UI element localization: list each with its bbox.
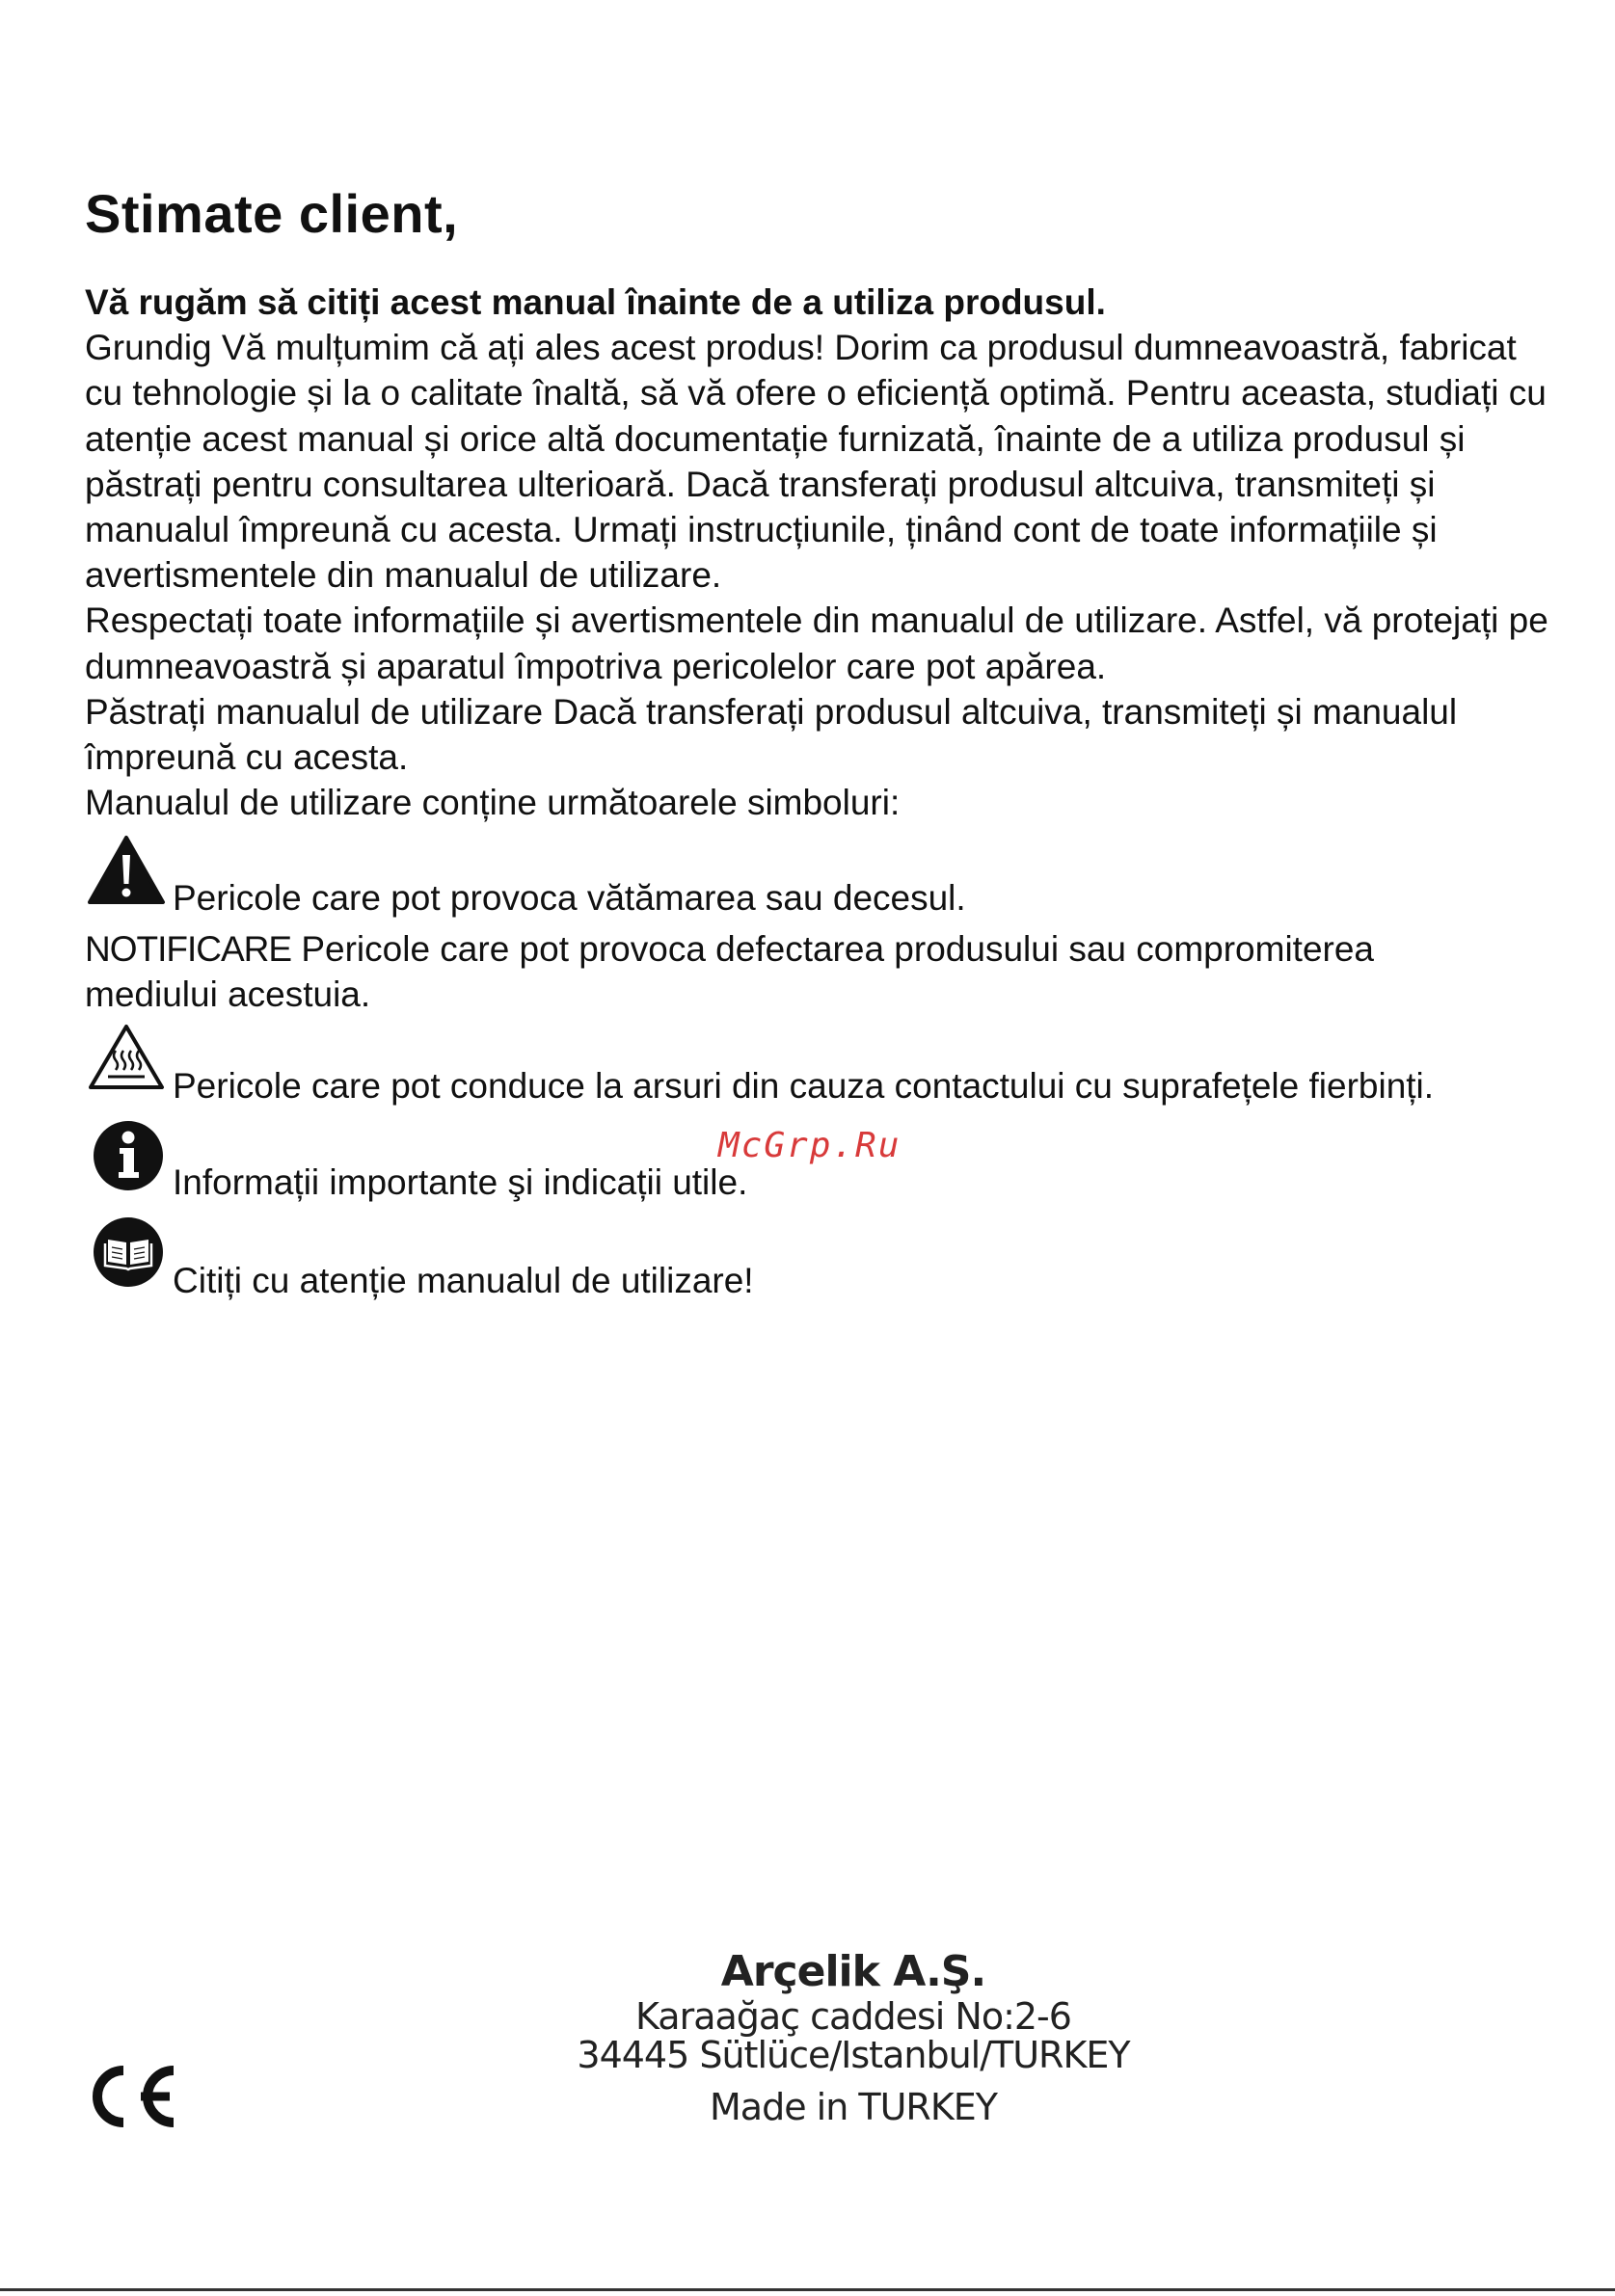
warning-symbol-row [85,834,1550,918]
hot-surface-symbol-row [85,1022,1550,1106]
bottom-rule [0,2288,1615,2291]
respect-paragraph: Respectați toate informațiile și avertismentele din manualul de utilizare. Astfel, vă protejați pe dumneavoastră și aparatul împotriva pericolelor care pot apărea. [85,601,1548,686]
info-icon [93,1120,164,1191]
intro-paragraph: Grundig Vă mulțumim că ați ales acest produs! Dorim ca produsul dumneavoastră, fabricat cu tehnologie și la o calitate înaltă, să vă ofere o eficiență optimă. Pentru aceasta, studiați cu atenție acest manual și orice altă documentație furnizată, înainte de a utiliza produsul și păstrați pentru consultarea ulterioară. Dacă transferați produsul altcuiva, transmiteți și manualul împreună cu acesta. Urmați instrucțiunile, ținând cont de toate informațiile și avertismentele din manualul de utilizare. [85,328,1547,596]
info-symbol-text: Informații importante şi indicații utile. [173,1162,748,1202]
made-in-label: Made in TURKEY [710,2086,997,2128]
company-name: Arçelik A.Ş. [720,1947,986,1996]
hot-surface-icon [87,1022,166,1093]
intro-section [85,280,1550,825]
warning-symbol-text: Pericole care pot provoca vătămarea sau decesul. [173,878,966,918]
manufacturer-address [564,1947,1143,2126]
hot-surface-symbol-text: Pericole care pot conduce la arsuri din cauza contactului cu suprafețele fierbinți. [173,1066,1435,1106]
lead-sentence: Vă rugăm să citiți acest manual înainte de a utiliza produsul. [85,282,1106,322]
manual-symbol-row [85,1216,1550,1298]
symbols-intro-paragraph: Manualul de utilizare conține următoarele simboluri: [85,783,901,823]
watermark: McGrp.Ru [718,1126,902,1165]
notice-keyword: NOTIFICARE [85,929,292,969]
keep-manual-paragraph: Păstrați manualul de utilizare Dacă transferați produsul altcuiva, transmiteți și manualul împreună cu acesta. [85,691,1458,778]
warning-triangle-icon [87,834,166,907]
manual-symbol-text: Citiți cu atenție manualul de utilizare! [173,1261,754,1300]
city-address: 34445 Sütlüce/Istanbul/TURKEY [577,2034,1130,2076]
page-title: Stimate client, [85,183,459,244]
notice-text: Pericole care pot provoca defectarea produsului sau compromiterea mediului acestuia. [85,929,1374,1014]
book-icon [93,1216,164,1288]
street-address: Karaağaç caddesi No:2-6 [635,1995,1071,2038]
ce-mark-icon [83,2063,179,2130]
notice-block [85,926,1512,1017]
